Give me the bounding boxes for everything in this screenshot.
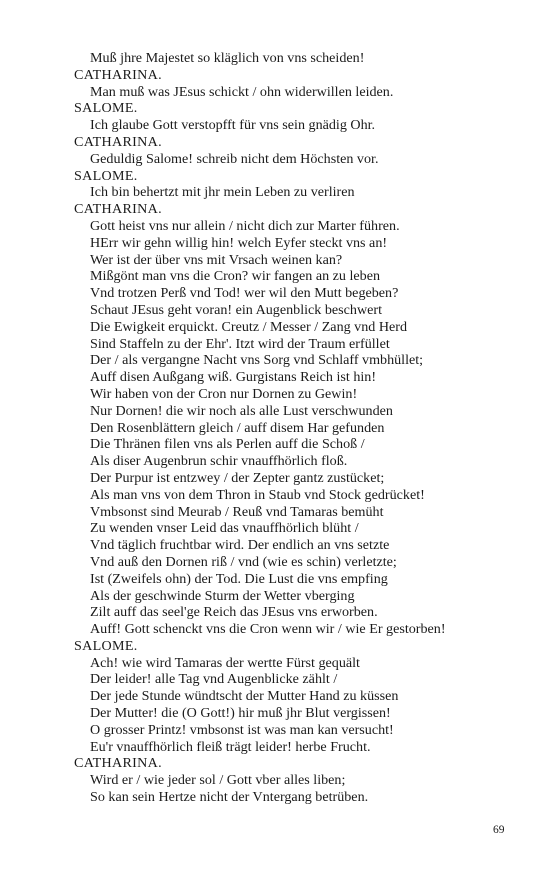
- speaker-name: CATHARINA.: [74, 201, 162, 218]
- verse-line: Eu'r vnauffhörlich fleiß trägt leider! herbe Frucht.: [90, 738, 371, 755]
- verse-line: Vmbsonst sind Meurab / Reuß vnd Tamaras bemüht: [90, 503, 384, 520]
- verse-line: Auff disen Außgang wiß. Gurgistans Reich ist hin!: [90, 369, 377, 386]
- verse-line: Der Purpur ist entzwey / der Zepter gantz zustücket;: [90, 469, 385, 486]
- verse-line: Vnd auß den Dornen riß / vnd (wie es schin) verletzte;: [90, 553, 397, 570]
- verse-line: Geduldig Salome! schreib nicht dem Höchsten vor.: [90, 150, 379, 167]
- verse-line: Gott heist vns nur allein / nicht dich zur Marter führen.: [90, 217, 400, 234]
- verse-line: Der / als vergangne Nacht vns Sorg vnd Schlaff vmbhüllet;: [90, 352, 424, 369]
- verse-line: Wird er / wie jeder sol / Gott vber alles liben;: [90, 772, 346, 789]
- verse-line: Zilt auff das seel'ge Reich das JEsus vns erworben.: [90, 604, 378, 621]
- verse-line: Vnd täglich fruchtbar wird. Der endlich an vns setzte: [90, 537, 390, 554]
- speaker-name: SALOME.: [74, 167, 138, 184]
- verse-line: O grosser Printz! vmbsonst ist was man kan versucht!: [90, 721, 394, 738]
- verse-line: Ich bin behertzt mit jhr mein Leben zu verliren: [90, 184, 355, 201]
- verse-line: Zu wenden vnser Leid das vnauffhörlich blüht /: [90, 520, 359, 537]
- verse-line: Wer ist der über vns mit Vrsach weinen kan?: [90, 251, 343, 268]
- speaker-name: SALOME.: [74, 100, 138, 117]
- verse-line: Die Thränen filen vns als Perlen auff die Schoß /: [90, 436, 365, 453]
- page-number: 69: [493, 824, 505, 836]
- drama-text: [74, 50, 534, 806]
- verse-line: Auff! Gott schenckt vns die Cron wenn wir / wie Er gestorben!: [90, 621, 446, 638]
- verse-line: Der leider! alle Tag vnd Augenblicke zählt /: [90, 671, 338, 688]
- verse-line: Vnd trotzen Perß vnd Tod! wer wil den Mutt begeben?: [90, 285, 399, 302]
- verse-line: Als der geschwinde Sturm der Wetter vberging: [90, 587, 355, 604]
- verse-line: Mißgönt man vns die Cron? wir fangen an zu leben: [90, 268, 381, 285]
- verse-line: Ach! wie wird Tamaras der wertte Fürst gequält: [90, 654, 360, 671]
- verse-line: Man muß was JEsus schickt / ohn widerwillen leiden.: [90, 83, 394, 100]
- verse-line: So kan sein Hertze nicht der Vntergang betrüben.: [90, 789, 369, 806]
- verse-line: Der Mutter! die (O Gott!) hir muß jhr Blut vergissen!: [90, 705, 391, 722]
- verse-line: Schaut JEsus geht voran! ein Augenblick beschwert: [90, 301, 382, 318]
- verse-line: Der jede Stunde wündtscht der Mutter Hand zu küssen: [90, 688, 399, 705]
- verse-line: Wir haben von der Cron nur Dornen zu Gewin!: [90, 385, 358, 402]
- speaker-name: CATHARINA.: [74, 133, 162, 150]
- verse-line: HErr wir gehn willig hin! welch Eyfer steckt vns an!: [90, 234, 388, 251]
- verse-line: Ich glaube Gott verstopfft für vns sein gnädig Ohr.: [90, 117, 376, 134]
- verse-line: Muß jhre Majestet so kläglich von vns scheiden!: [90, 50, 365, 66]
- speaker-name: CATHARINA.: [74, 755, 162, 772]
- verse-line: Als man vns von dem Thron in Staub vnd Stock gedrücket!: [90, 486, 425, 503]
- verse-line: Den Rosenblättern gleich / auff disem Har gefunden: [90, 419, 385, 436]
- verse-line: Nur Dornen! die wir noch als alle Lust verschwunden: [90, 402, 393, 419]
- verse-line: Ist (Zweifels ohn) der Tod. Die Lust die vns empfing: [90, 570, 388, 587]
- verse-line: Als diser Augenbrun schir vnauffhörlich floß.: [90, 453, 348, 470]
- speaker-name: CATHARINA.: [74, 66, 162, 83]
- verse-line: Sind Staffeln zu der Ehr'. Itzt wird der Traum erfüllet: [90, 335, 390, 352]
- speaker-name: SALOME.: [74, 637, 138, 654]
- verse-line: Die Ewigkeit erquickt. Creutz / Messer / Zang vnd Herd: [90, 318, 408, 335]
